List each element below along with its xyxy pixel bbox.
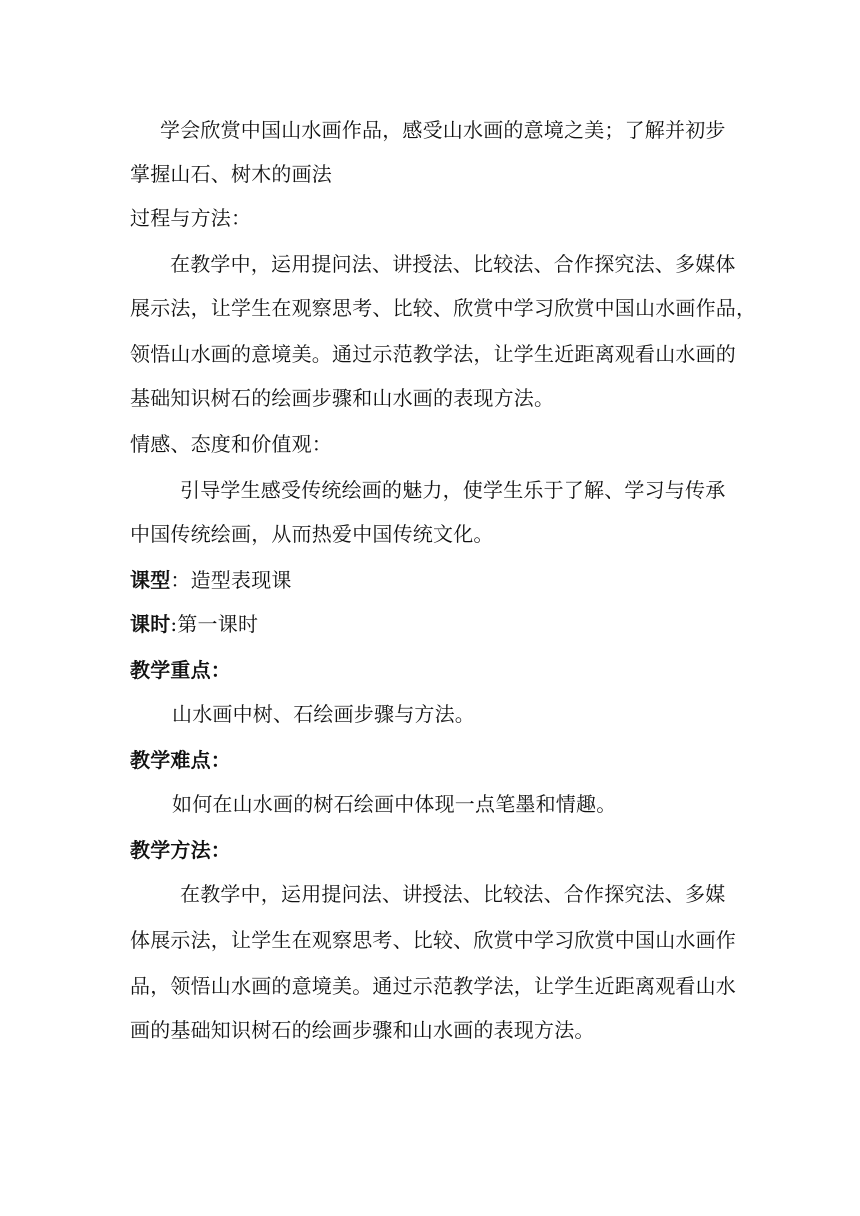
lesson-hours-label: 课时 xyxy=(130,612,171,636)
difficulties-heading: 教学难点： xyxy=(130,748,231,772)
knowledge-paragraph-line-2: 掌握山石、树木的画法 xyxy=(130,162,332,186)
process-paragraph-line-4: 基础知识树石的绘画步骤和山水画的表现方法。 xyxy=(130,386,555,410)
lesson-type-label: 课型 xyxy=(130,568,171,592)
process-method-heading: 过程与方法： xyxy=(130,206,252,230)
emotion-attitude-heading: 情感、态度和价值观： xyxy=(130,432,332,456)
difficulties-text: 如何在山水画的树石绘画中体现一点笔墨和情趣。 xyxy=(172,792,617,816)
key-points-heading: 教学重点： xyxy=(130,658,231,682)
lesson-type-value: ：造型表现课 xyxy=(170,568,292,592)
methods-paragraph-line-1: 在教学中，运用提问法、讲授法、比较法、合作探究法、多媒 xyxy=(180,882,726,906)
process-paragraph-line-2: 展示法，让学生在观察思考、比较、欣赏中学习欣赏中国山水画作品， xyxy=(130,296,757,320)
process-paragraph-line-3: 领悟山水画的意境美。通过示范教学法，让学生近距离观看山水画的 xyxy=(130,342,736,366)
methods-paragraph-line-3: 品，领悟山水画的意境美。通过示范教学法，让学生近距离观看山水 xyxy=(130,974,736,998)
key-points-text: 山水画中树、石绘画步骤与方法。 xyxy=(172,702,475,726)
methods-paragraph-line-2: 体展示法，让学生在观察思考、比较、欣赏中学习欣赏中国山水画作 xyxy=(130,928,736,952)
lesson-hours-row xyxy=(130,611,258,637)
emotion-paragraph-line-1: 引导学生感受传统绘画的魅力，使学生乐于了解、学习与传承 xyxy=(180,478,726,502)
lesson-hours-value: :第一课时 xyxy=(170,612,259,636)
process-paragraph-line-1: 在教学中，运用提问法、讲授法、比较法、合作探究法、多媒体 xyxy=(170,252,736,276)
lesson-type-row xyxy=(130,567,292,593)
methods-heading: 教学方法： xyxy=(130,838,231,862)
emotion-paragraph-line-2: 中国传统绘画，从而热爱中国传统文化。 xyxy=(130,522,494,546)
methods-paragraph-line-4: 画的基础知识树石的绘画步骤和山水画的表现方法。 xyxy=(130,1018,595,1042)
knowledge-paragraph-line-1: 学会欣赏中国山水画作品，感受山水画的意境之美；了解并初步 xyxy=(160,118,726,142)
